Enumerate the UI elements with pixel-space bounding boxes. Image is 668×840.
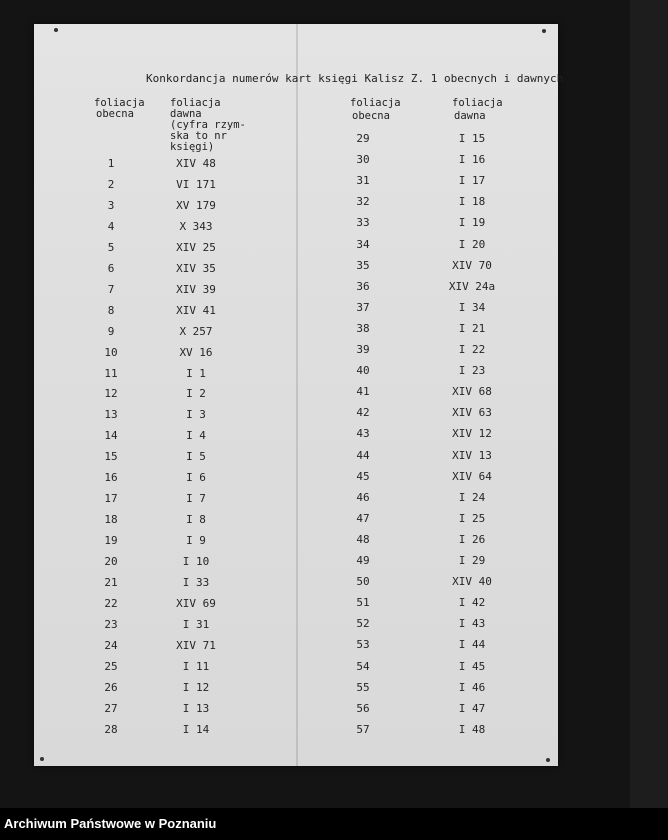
- old-folio: XIV 12: [452, 427, 492, 441]
- old-folio: XIV 25: [176, 240, 216, 254]
- document-sheet: [34, 24, 564, 766]
- current-folio: 53: [356, 638, 370, 652]
- current-folio: 7: [107, 282, 115, 296]
- current-folio: 15: [104, 450, 118, 464]
- current-folio: 52: [356, 617, 370, 631]
- old-folio: I 44: [458, 638, 486, 652]
- old-folio: XIV 63: [452, 406, 492, 420]
- old-folio: I 25: [458, 511, 486, 525]
- old-folio: I 16: [458, 153, 486, 167]
- current-folio: 12: [104, 387, 118, 401]
- pin-hole: [40, 757, 44, 761]
- current-folio: 38: [356, 321, 370, 335]
- current-folio: 19: [104, 534, 118, 548]
- current-folio: 3: [107, 198, 115, 212]
- current-folio: 28: [104, 722, 118, 736]
- current-folio: 20: [104, 555, 118, 569]
- old-folio: I 12: [182, 680, 210, 694]
- old-folio: XIV 40: [452, 575, 492, 589]
- header-line: obecna: [352, 110, 390, 122]
- old-folio: XV 179: [176, 198, 216, 212]
- old-folio: I 15: [458, 132, 486, 145]
- document-title: Konkordancja numerów kart księgi Kalisz Z. 1 obecnych i dawnych: [146, 72, 564, 85]
- old-folio: I 21: [458, 321, 486, 335]
- old-folio: I 24: [458, 490, 486, 504]
- old-folio: XIV 69: [176, 596, 216, 610]
- old-folio: I 4: [186, 429, 206, 443]
- current-folio: 16: [104, 471, 118, 485]
- current-folio: 57: [356, 722, 370, 736]
- old-folio: X 343: [179, 219, 213, 233]
- current-folio: 56: [356, 701, 370, 715]
- old-folio: XIV 24a: [448, 279, 496, 293]
- current-folio: 43: [356, 427, 370, 441]
- current-folio: 18: [104, 513, 118, 527]
- pin-hole: [542, 29, 546, 33]
- archive-name: Archiwum Państwowe w Poznaniu: [4, 816, 217, 831]
- old-folio: I 8: [186, 513, 206, 527]
- old-folio: I 29: [458, 554, 486, 567]
- current-folio: 39: [356, 343, 370, 356]
- current-folio: 42: [356, 406, 370, 420]
- current-folio: 32: [356, 195, 370, 209]
- footer-bar: [0, 808, 668, 840]
- current-folio: 30: [356, 153, 370, 167]
- old-folio: I 20: [458, 237, 486, 251]
- pin-hole: [546, 758, 550, 762]
- old-folio: I 33: [182, 576, 210, 589]
- film-edge: [630, 0, 668, 808]
- current-folio: 46: [356, 490, 370, 504]
- old-folio: I 26: [458, 532, 486, 546]
- old-folio: X 257: [179, 324, 213, 338]
- header-line: foliacja: [94, 97, 145, 109]
- current-folio: 5: [107, 240, 115, 254]
- current-folio: 44: [356, 448, 370, 462]
- old-folio: XIV 13: [452, 448, 492, 462]
- current-folio: 9: [107, 324, 115, 338]
- header-line: ska to nr: [170, 130, 227, 142]
- current-folio: 55: [356, 680, 370, 694]
- old-folio: XIV 41: [176, 303, 216, 317]
- old-folio: I 13: [182, 701, 210, 715]
- current-folio: 48: [356, 532, 370, 546]
- old-folio: I 9: [186, 534, 206, 548]
- old-folio: I 19: [458, 216, 486, 230]
- old-folio: I 46: [458, 680, 486, 694]
- current-folio: 4: [107, 219, 115, 233]
- old-folio: I 2: [186, 387, 206, 401]
- old-folio: I 18: [458, 195, 486, 209]
- old-folio: XV 16: [179, 345, 213, 359]
- current-folio: 37: [356, 300, 370, 314]
- old-folio: I 17: [458, 174, 486, 188]
- header-line: dawna: [454, 110, 486, 122]
- current-folio: 35: [356, 258, 370, 272]
- current-folio: 26: [104, 680, 118, 694]
- old-folio: XIV 39: [176, 282, 216, 296]
- current-folio: 13: [104, 408, 118, 422]
- current-folio: 27: [104, 701, 118, 715]
- old-folio: XIV 71: [176, 638, 216, 652]
- old-folio: I 3: [186, 408, 206, 422]
- header-line: obecna: [96, 108, 134, 120]
- current-folio: 10: [104, 345, 118, 359]
- current-folio: 51: [356, 596, 370, 610]
- header-line: foliacja: [452, 97, 503, 109]
- old-folio: XIV 35: [176, 261, 216, 275]
- current-folio: 21: [104, 576, 118, 589]
- current-folio: 49: [356, 554, 370, 567]
- old-folio: I 6: [186, 471, 206, 485]
- header-line: foliacja: [350, 97, 401, 109]
- current-folio: 31: [356, 174, 370, 188]
- current-folio: 33: [356, 216, 370, 230]
- old-folio: XIV 48: [176, 157, 216, 170]
- paper-fold: [296, 24, 298, 766]
- old-folio: XIV 64: [452, 469, 492, 483]
- current-folio: 29: [356, 132, 370, 145]
- header-line: (cyfra rzym-: [170, 119, 246, 131]
- current-folio: 47: [356, 511, 370, 525]
- current-folio: 36: [356, 279, 370, 293]
- header-line: dawna: [170, 108, 202, 120]
- current-folio: 25: [104, 659, 118, 673]
- old-folio: I 48: [458, 722, 486, 736]
- header-line: księgi): [170, 141, 215, 153]
- current-folio: 41: [356, 385, 370, 399]
- pin-hole: [54, 28, 58, 32]
- old-folio: I 22: [458, 343, 486, 356]
- current-folio: 2: [107, 177, 115, 191]
- old-folio: I 10: [182, 555, 210, 569]
- current-folio: 11: [104, 366, 118, 380]
- old-folio: XIV 68: [452, 385, 492, 399]
- current-folio: 23: [104, 617, 118, 631]
- old-folio: I 42: [458, 596, 486, 610]
- current-folio: 17: [104, 492, 118, 506]
- old-folio: I 45: [458, 659, 486, 673]
- current-folio: 14: [104, 429, 118, 443]
- old-folio: I 11: [182, 659, 210, 673]
- old-folio: I 34: [458, 300, 486, 314]
- current-folio: 8: [107, 303, 115, 317]
- current-folio: 34: [356, 237, 370, 251]
- old-folio: I 1: [186, 366, 206, 380]
- header-line: foliacja: [170, 97, 221, 109]
- old-folio: XIV 70: [452, 258, 492, 272]
- old-folio: I 14: [182, 722, 210, 736]
- current-folio: 22: [104, 596, 118, 610]
- old-folio: I 43: [458, 617, 486, 631]
- current-folio: 1: [107, 157, 115, 170]
- current-folio: 45: [356, 469, 370, 483]
- current-folio: 50: [356, 575, 370, 589]
- old-folio: VI 171: [176, 177, 216, 191]
- old-folio: I 7: [186, 492, 206, 506]
- current-folio: 6: [107, 261, 115, 275]
- old-folio: I 47: [458, 701, 486, 715]
- current-folio: 24: [104, 638, 118, 652]
- old-folio: I 23: [458, 364, 486, 378]
- old-folio: I 5: [186, 450, 206, 464]
- current-folio: 40: [356, 364, 370, 378]
- old-folio: I 31: [182, 617, 210, 631]
- current-folio: 54: [356, 659, 370, 673]
